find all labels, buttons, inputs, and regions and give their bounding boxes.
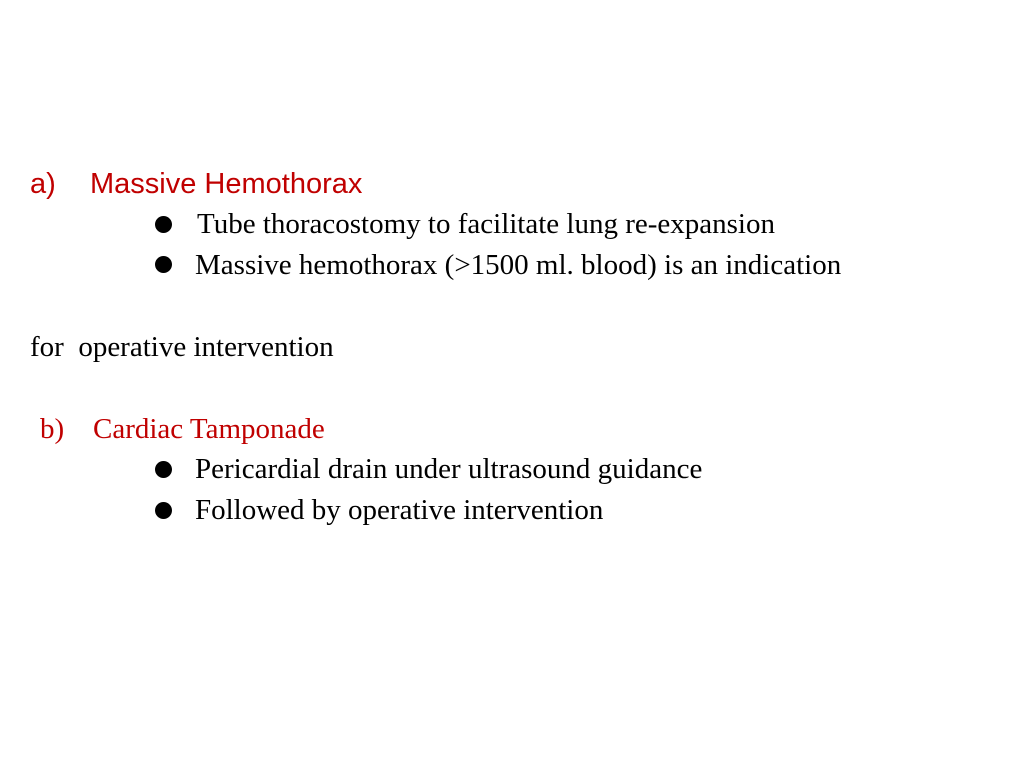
section-a-continuation: for operative intervention [30, 331, 334, 363]
bullet-dot-icon [155, 216, 172, 233]
section-a-bullet-2: Massive hemothorax (>1500 ml. blood) is an indication [195, 249, 842, 281]
section-a-bullet-1: Tube thoracostomy to facilitate lung re-expansion [197, 208, 775, 240]
section-b-bullet-1: Pericardial drain under ultrasound guidance [195, 453, 703, 485]
section-a-marker: a) [30, 168, 56, 200]
section-a-title: Massive Hemothorax [90, 168, 363, 200]
bullet-dot-icon [155, 256, 172, 273]
bullet-dot-icon [155, 461, 172, 478]
section-b-bullet-2: Followed by operative intervention [195, 494, 604, 526]
section-b-marker: b) [40, 413, 65, 445]
section-b-title: Cardiac Tamponade [93, 413, 325, 445]
bullet-dot-icon [155, 502, 172, 519]
